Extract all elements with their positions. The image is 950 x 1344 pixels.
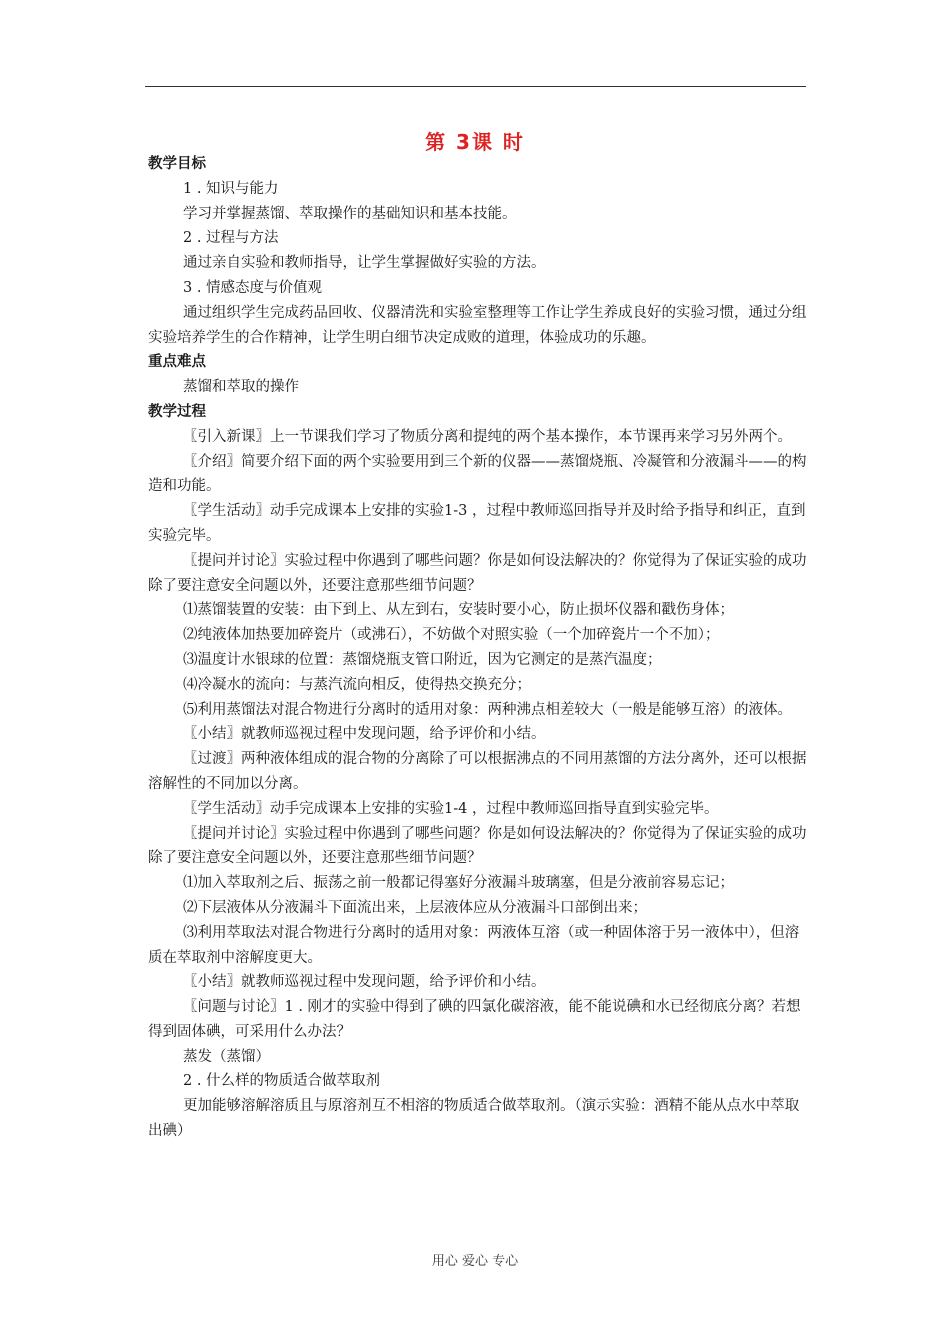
paragraph: 〖小结〗就教师巡视过程中发现问题，给予评价和小结。	[183, 726, 546, 743]
list-item: ⑸利用蒸馏法对混合物进行分离时的适用对象：两种沸点相差较大（一般是能够互溶）的液体。	[183, 701, 792, 718]
document-body	[148, 152, 808, 1144]
paragraph: 2 . 什么样的物质适合做萃取剂	[183, 1073, 381, 1090]
paragraph: 通过组织学生完成药品回收、仪器清洗和实验室整理等工作让学生养成良好的实验习惯，通过分组实验培养学生的合作精神，让学生明白细节决定成败的道理，体验成功的乐趣。	[148, 304, 807, 346]
paragraph: 〖学生活动〗动手完成课本上安排的实验1-3 ，过程中教师巡回指导并及时给予指导和纠正，直到实验完毕。	[148, 503, 806, 544]
paragraph: 〖问题与讨论〗1 . 刚才的实验中得到了碘的四氯化碳溶液，能不能说碘和水已经彻底分离？若想得到固体碘，可采用什么办法？	[148, 999, 801, 1040]
list-item: ⑵下层液体从分液漏斗下面流出来，上层液体应从分液漏斗口部倒出来；	[183, 899, 647, 916]
paragraph: 2 . 过程与方法	[183, 230, 279, 247]
page-footer: 用心 爱心 专心	[431, 1254, 519, 1269]
paragraph: 更加能够溶解溶质且与原溶剂互不相溶的物质适合做萃取剂。（演示实验：酒精不能从点水中萃取出碘）	[148, 1098, 800, 1140]
header-rule	[145, 86, 806, 87]
paragraph: 〖引入新课〗上一节课我们学习了物质分离和提纯的两个基本操作，本节课再来学习另外两个。	[183, 428, 792, 445]
section-heading-goals: 教学目标	[148, 156, 206, 172]
list-item: ⑴加入萃取剂之后、振荡之前一般都记得塞好分液漏斗玻璃塞，但是分液前容易忘记；	[183, 875, 734, 892]
list-item: ⑶温度计水银球的位置：蒸馏烧瓶支管口附近，因为它测定的是蒸汽温度；	[183, 651, 662, 668]
paragraph: 学习并掌握蒸馏、萃取操作的基础知识和基本技能。	[183, 205, 517, 222]
paragraph: 3 . 情感态度与价值观	[183, 279, 323, 296]
paragraph: 蒸发（蒸馏）	[183, 1048, 270, 1065]
paragraph: 〖提问并讨论〗实验过程中你遇到了哪些问题？你是如何设法解决的？你觉得为了保证实验的成功除了要注意安全问题以外，还要注意那些细节问题？	[148, 552, 807, 594]
list-item: ⑴蒸馏装置的安装：由下到上、从左到右，安装时要小心，防止损坏仪器和戳伤身体；	[183, 602, 734, 619]
paragraph: 〖介绍〗简要介绍下面的两个实验要用到三个新的仪器——蒸馏烧瓶、冷凝管和分液漏斗——的构造和功能。	[148, 453, 807, 495]
paragraph: 1 . 知识与能力	[183, 180, 279, 197]
list-item: ⑷冷凝水的流向：与蒸汽流向相反，使得热交换充分；	[183, 676, 531, 693]
section-heading-process: 教学过程	[148, 403, 206, 420]
list-item: ⑵纯液体加热要加碎瓷片（或沸石），不妨做个对照实验（一个加碎瓷片一个不加）；	[183, 627, 720, 644]
paragraph: 〖学生活动〗动手完成课本上安排的实验1-4 ，过程中教师巡回指导直到实验完毕。	[183, 800, 719, 817]
paragraph: 〖过渡〗两种液体组成的混合物的分离除了可以根据沸点的不同用蒸馏的方法分离外，还可以根据溶解性的不同加以分离。	[148, 751, 807, 792]
paragraph: 〖小结〗就教师巡视过程中发现问题，给予评价和小结。	[183, 974, 546, 991]
page-title: 第 3课 时	[425, 130, 525, 154]
paragraph: 通过亲自实验和教师指导，让学生掌握做好实验的方法。	[183, 255, 546, 272]
paragraph: 蒸馏和萃取的操作	[183, 379, 299, 396]
section-heading-key: 重点难点	[148, 354, 206, 371]
list-item: ⑶利用萃取法对混合物进行分离时的适用对象：两液体互溶（或一种固体溶于另一液体中），但溶质在萃取剂中溶解度更大。	[148, 924, 800, 966]
paragraph: 〖提问并讨论〗实验过程中你遇到了哪些问题？你是如何设法解决的？你觉得为了保证实验的成功除了要注意安全问题以外，还要注意那些细节问题？	[148, 825, 807, 867]
